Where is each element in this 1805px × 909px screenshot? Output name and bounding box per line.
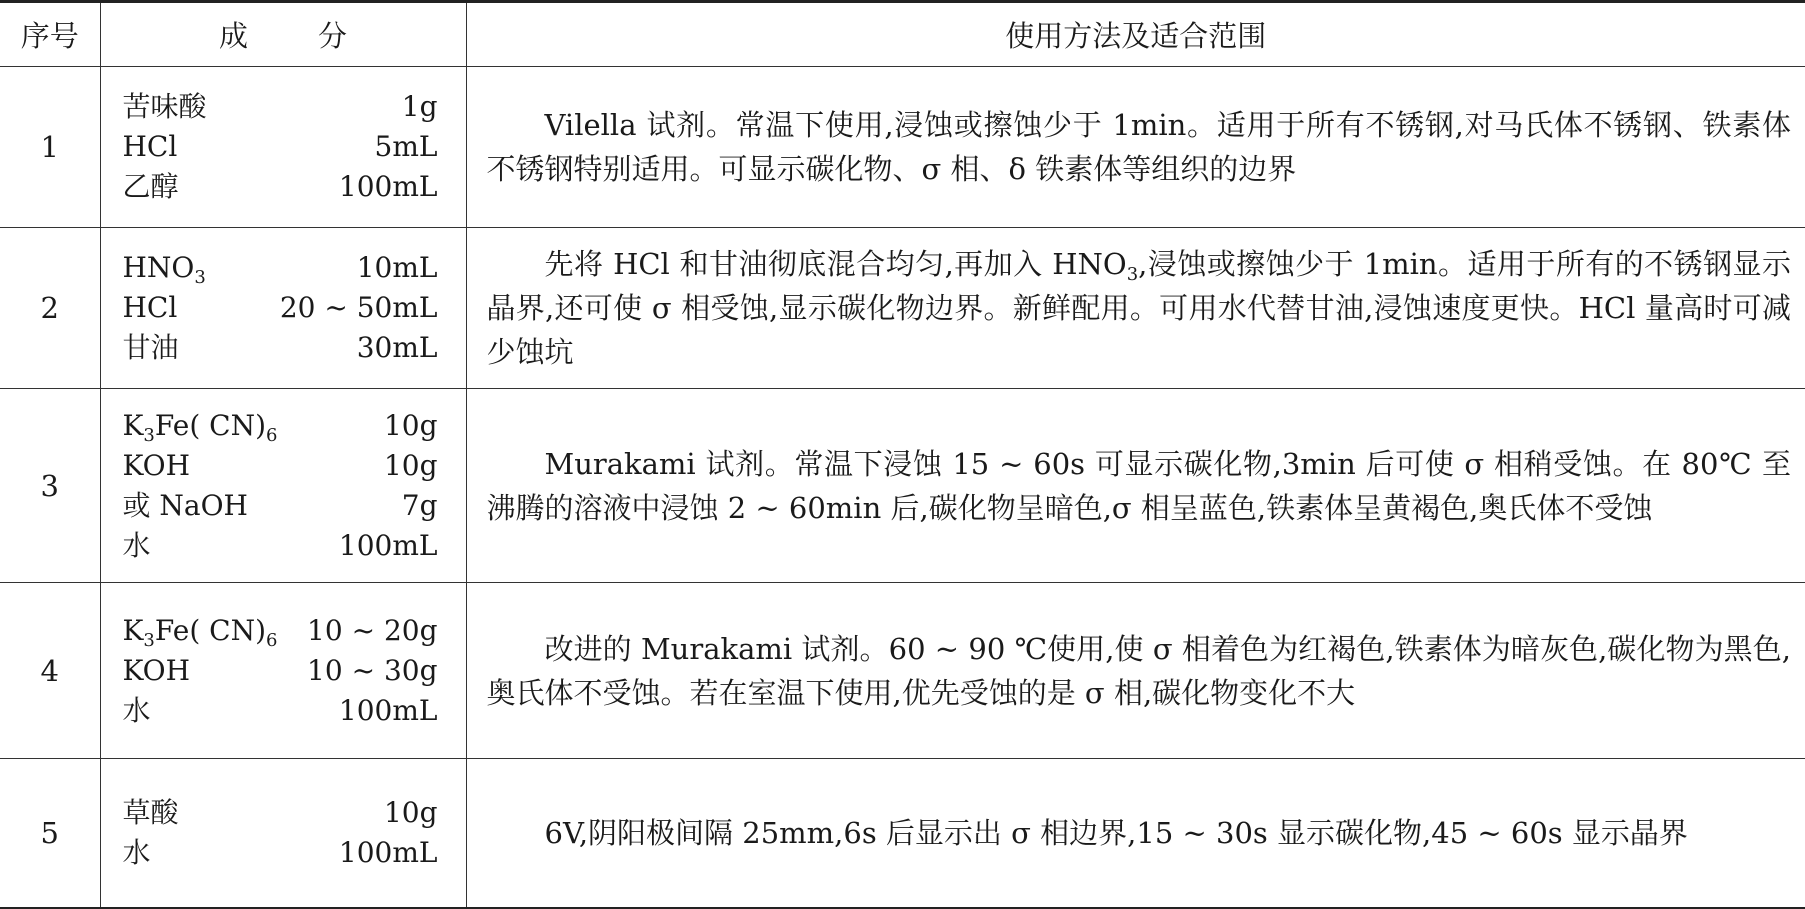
component-amount: 100mL: [338, 693, 438, 727]
header-usage: 使用方法及适合范围: [466, 2, 1805, 67]
component-line: [123, 793, 438, 833]
component-line: [123, 526, 438, 566]
row-usage: [466, 67, 1805, 228]
usage-text: 改进的 Murakami 试剂。60 ~ 90 ℃使用,使 σ 相着色为红褐色,铁素体为暗灰色,碳化物为黑色,奥氏体不受蚀。若在室温下使用,优先受蚀的是 σ 相,碳化物变化不大: [486, 631, 1791, 710]
component-name: 乙醇: [122, 170, 179, 203]
component-amount: 5mL: [374, 130, 438, 163]
component-name: 水: [122, 528, 151, 562]
component-amount: 100mL: [338, 528, 438, 562]
row-components: [100, 228, 466, 389]
component-line: [123, 486, 438, 526]
component-name: [123, 406, 278, 446]
component-amount: 30mL: [356, 331, 438, 364]
component-amount: 10g: [383, 408, 438, 442]
usage-text-part1: 先将 HCl 和甘油彻底混合均匀,再加入 HNO: [544, 247, 1127, 281]
component-amount: 7g: [401, 488, 438, 522]
component-name: 甘油: [122, 331, 179, 364]
component-line: [123, 833, 438, 873]
component-line: [123, 691, 438, 731]
row-usage: [466, 759, 1805, 909]
usage-text: Vilella 试剂。常温下使用,浸蚀或擦蚀少于 1min。适用于所有不锈钢,对马氏体不锈钢、铁素体不锈钢特别适用。可显示碳化物、σ 相、δ 铁素体等组织的边界: [486, 108, 1791, 186]
component-name: 苦味酸: [122, 90, 207, 123]
component-name: 或 NaOH: [122, 488, 248, 522]
row-index: 2: [0, 228, 100, 389]
formula-main: HNO: [122, 251, 195, 284]
component-name: 水: [122, 693, 151, 727]
formula-main: K: [122, 613, 144, 647]
header-index: 序号: [0, 2, 100, 67]
formula-subscript: 3: [143, 629, 155, 651]
component-amount: 10 ~ 20g: [307, 613, 438, 647]
component-amount: 20 ~ 50mL: [279, 291, 438, 324]
header-composition: [100, 2, 466, 67]
formula-subscript: 3: [143, 424, 155, 446]
formula-subscript: 6: [266, 629, 278, 651]
formula-subscript: 3: [194, 267, 206, 288]
row-usage: [466, 389, 1805, 583]
component-line: [123, 248, 438, 288]
header-composition-char2: 分: [318, 19, 348, 53]
component-amount: 1g: [401, 90, 438, 123]
component-name: [123, 611, 278, 651]
row-components: [100, 759, 466, 909]
component-line: [123, 328, 438, 368]
usage-text: [487, 242, 1792, 374]
component-line: [123, 167, 438, 207]
component-line: [123, 406, 438, 446]
component-name: HCl: [122, 291, 178, 324]
table-row: [0, 67, 1805, 228]
formula-subscript: 6: [266, 424, 278, 446]
row-usage: [466, 583, 1805, 759]
component-amount: 100mL: [338, 170, 438, 203]
component-name: [123, 248, 206, 288]
component-amount: 10g: [383, 448, 438, 482]
row-index: 3: [0, 389, 100, 583]
row-index: 1: [0, 67, 100, 228]
row-usage: [466, 228, 1805, 389]
row-components: [100, 67, 466, 228]
header-row: [0, 2, 1805, 67]
component-line: [123, 288, 438, 328]
table-header: [0, 2, 1805, 67]
table-row: [0, 228, 1805, 389]
usage-text: Murakami 试剂。常温下浸蚀 15 ~ 60s 可显示碳化物,3min 后可使 σ 相稍受蚀。在 80℃ 至沸腾的溶液中浸蚀 2 ~ 60min 后,碳化物呈暗色,σ 相呈蓝色,铁素体呈黄褐色,奥氏体不受蚀: [486, 446, 1791, 525]
table-row: [0, 389, 1805, 583]
component-amount: 10mL: [356, 251, 438, 284]
formula-main: K: [122, 408, 144, 442]
row-components: [100, 389, 466, 583]
usage-text-part2: ,浸蚀或擦蚀少于 1min。适用于所有的不锈钢显示晶界,还可使 σ 相受蚀,显示碳化物边界。新鲜配用。可用水代替甘油,浸蚀速度更快。HCl 量高时可减少蚀坑: [486, 247, 1791, 369]
usage-subscript: 3: [1126, 264, 1139, 285]
component-amount: 10g: [383, 796, 438, 829]
row-index: 5: [0, 759, 100, 909]
table-row: [0, 583, 1805, 759]
component-name: HCl: [122, 130, 178, 163]
header-composition-char1: 成: [218, 19, 248, 53]
component-line: [123, 446, 438, 486]
row-components: [100, 583, 466, 759]
usage-text: 6V,阴阳极间隔 25mm,6s 后显示出 σ 相边界,15 ~ 30s 显示碳化物,45 ~ 60s 显示晶界: [544, 816, 1688, 850]
component-line: [123, 611, 438, 651]
component-name: KOH: [122, 448, 191, 482]
component-amount: 10 ~ 30g: [307, 653, 438, 687]
row-index: 4: [0, 583, 100, 759]
component-name: 草酸: [122, 796, 179, 829]
component-amount: 100mL: [338, 836, 438, 869]
formula-main: Fe( CN): [154, 613, 267, 647]
formula-main: Fe( CN): [154, 408, 267, 442]
component-name: 水: [122, 836, 151, 869]
component-name: KOH: [122, 653, 191, 687]
component-line: [123, 651, 438, 691]
component-line: [123, 127, 438, 167]
table-row: [0, 759, 1805, 909]
component-line: [123, 87, 438, 127]
